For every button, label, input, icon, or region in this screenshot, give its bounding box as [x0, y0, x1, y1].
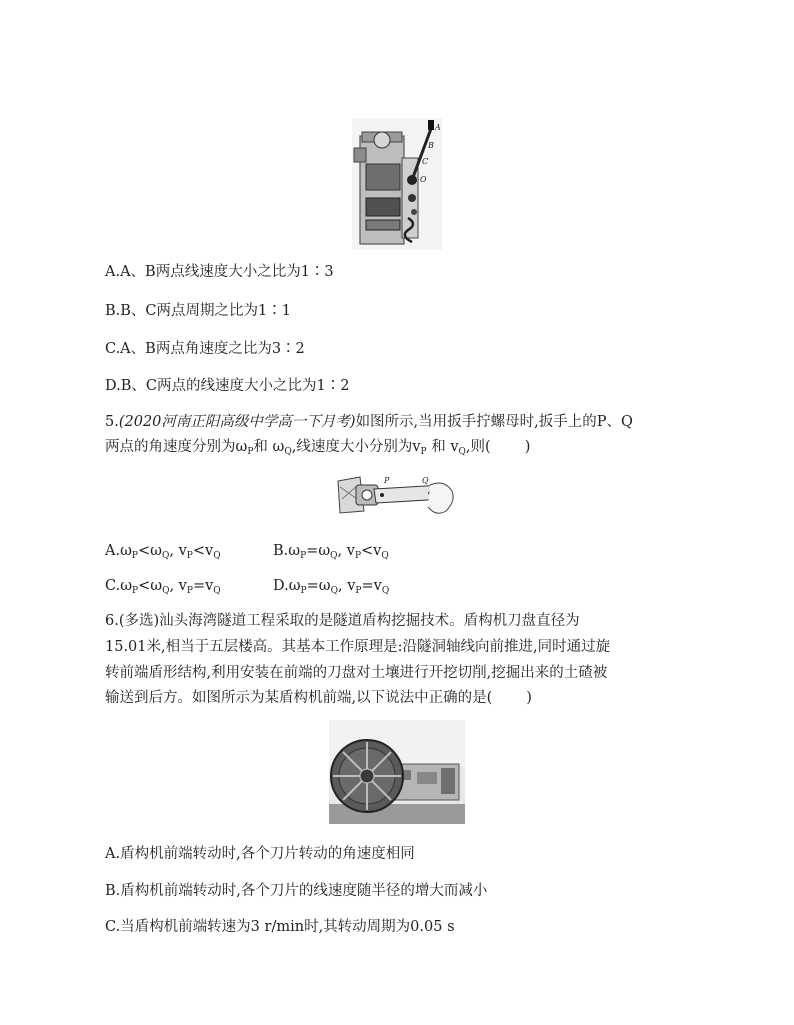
q6-option-b: B.盾构机前端转动时,各个刀片的线速度随半径的增大而减小 [105, 883, 488, 899]
q5-source: (2020河南正阳高级中学高一下月考) [118, 414, 356, 430]
q5-stem-line2: 两点的角速度分别为$\omega_P$和 $\omega_Q$,线速度大小分别为$v_P$ 和 $v_Q$,则( ) [105, 439, 531, 457]
q6-stem-line4: 输送到后方。如图所示为某盾构机前端,以下说法中正确的是( ) [105, 690, 532, 706]
q5-number: 5. [105, 414, 119, 430]
q6-stem-line2: 15.01米,相当于五层楼高。其基本工作原理是:沿隧洞轴线向前推进,同时通过旋 [105, 639, 611, 655]
q4-option-c: C.A、B两点角速度之比为3∶2 [105, 341, 305, 357]
q5-option-b: $B.\omega_P=\omega_Q$, $v_P<v_Q$ [273, 543, 389, 561]
label-p: P [384, 476, 390, 485]
q5-stem-line1: 5.(2020河南正阳高级中学高一下月考)如图所示,当用扳手拧螺母时,扳手上的P、Q [105, 414, 633, 430]
label-a: A [435, 123, 441, 132]
label-o: O [420, 175, 427, 184]
label-q: Q [422, 476, 429, 485]
q5-option-a: $A.\omega_P<\omega_Q$, $v_P<v_Q$ [105, 543, 221, 561]
q6-option-a: A.盾构机前端转动时,各个刀片转动的角速度相同 [105, 846, 415, 862]
q6-stem-line3: 转前端盾形结构,利用安装在前端的刀盘对土壤进行开挖切削,挖掘出来的土碴被 [105, 665, 608, 681]
q6-stem-line1: 6.(多选)汕头海湾隧道工程采取的是隧道盾构挖掘技术。盾构机刀盘直径为 [105, 613, 580, 629]
label-b: B [428, 141, 434, 150]
label-c: C [422, 157, 429, 166]
q5-option-c: $C.\omega_P<\omega_Q$, $v_P=v_Q$ [105, 578, 221, 596]
q5-option-d: $D.\omega_P=\omega_Q$, $v_P=v_Q$ [273, 578, 390, 596]
winch-figure [352, 118, 442, 250]
boring-machine-figure [329, 720, 465, 824]
q4-option-b: B.B、C两点周期之比为1∶1 [105, 303, 291, 319]
q4-option-d: D.B、C两点的线速度大小之比为1∶2 [105, 378, 350, 394]
q4-option-a: A.A、B两点线速度大小之比为1∶3 [105, 264, 334, 280]
wrench-figure [334, 471, 460, 519]
q6-option-c: C.当盾构机前端转速为3 r/min时,其转动周期为0.05 s [105, 919, 455, 935]
